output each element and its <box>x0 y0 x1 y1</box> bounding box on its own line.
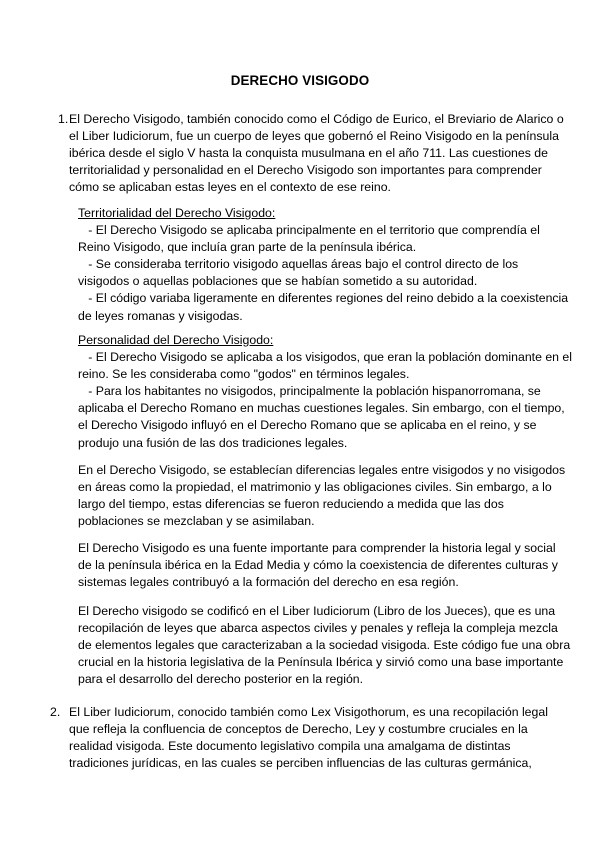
list-number: 2. <box>50 705 61 719</box>
text-line: de elementos legales que caracterizaban a la sociedad visigoda. Este código fue una obra <box>78 638 571 653</box>
text-line: El Derecho visigodo se codificó en el Liber Iudiciorum (Libro de los Jueces), que es una <box>78 604 556 618</box>
text-line: sistemas legales contribuyó a la formación del derecho en esa región. <box>78 575 459 590</box>
list-number: 1. <box>58 112 69 126</box>
text-line: cómo se aplicaban estas leyes en el contexto de ese reino. <box>69 180 391 195</box>
text-line: El Liber Iudiciorum, conocido también como Lex Visigothorum, es una recopilación legal <box>69 705 548 719</box>
text-line: recopilación de leyes que abarca aspectos civiles y penales y refleja la compleja mezcla <box>78 621 558 636</box>
section-heading: Personalidad del Derecho Visigodo: <box>78 333 274 347</box>
text-line: En el Derecho Visigodo, se establecían diferencias legales entre visigodos y no visigodos <box>78 463 566 477</box>
text-line: de la península ibérica en la Edad Media y cómo la coexistencia de diferentes culturas y <box>78 558 558 573</box>
text-line: - Para los habitantes no visigodos, principalmente la población hispanorromana, se <box>78 384 541 399</box>
text-line: produjo una fusión de las dos tradiciones legales. <box>78 435 348 450</box>
text-line: de leyes romanas y visigodas. <box>78 308 243 323</box>
text-line: realidad visigoda. Este documento legislativo compila una amalgama de distintas <box>69 739 511 754</box>
text-line: - El Derecho Visigodo se aplicaba a los visigodos, que eran la población dominante en el <box>78 350 573 365</box>
paragraph-diferencias <box>78 462 565 530</box>
text-line: crucial en la historia legislativa de la Península Ibérica y sirvió como una base importante <box>78 655 564 670</box>
text-line: aplicaba el Derecho Romano en muchas cuestiones legales. Sin embargo, con el tiempo, <box>78 401 565 416</box>
section-territorialidad <box>78 205 568 325</box>
text-line: visigodos o aquellas poblaciones que se habían sometido a su autoridad. <box>78 274 478 289</box>
text-line: ibérica desde el siglo V hasta la conquista musulmana en el año 711. Las cuestiones de <box>69 146 548 161</box>
document-title: DERECHO VISIGODO <box>230 73 370 88</box>
section-heading: Territorialidad del Derecho Visigodo: <box>78 206 276 220</box>
text-line: el Derecho Visigodo influyó en el Derecho Romano que se aplicaba en el reino, y se <box>78 418 537 433</box>
text-line: El Derecho Visigodo, también conocido como el Código de Eurico, el Breviario de Alarico o <box>69 112 564 126</box>
text-line: El Derecho Visigodo es una fuente importante para comprender la historia legal y social <box>78 541 556 555</box>
text-line: territorialidad y personalidad en el Derecho Visigodo son importantes para comprender <box>69 163 542 178</box>
paragraph-fuente <box>78 540 558 591</box>
text-line: el Liber Iudiciorum, fue un cuerpo de leyes que gobernó el Reino Visigodo en la península <box>69 129 559 144</box>
paragraph-liber <box>69 704 548 772</box>
text-line: tradiciones jurídicas, en las cuales se perciben influencias de las culturas germánica, <box>69 756 532 771</box>
text-line: para el desarrollo del derecho posterior en la región. <box>78 672 364 687</box>
text-line: Reino Visigodo, que incluía gran parte de la península ibérica. <box>78 240 417 255</box>
text-line: en áreas como la propiedad, el matrimonio y las obligaciones civiles. Sin embargo, a lo <box>78 480 552 495</box>
section-personalidad <box>78 332 572 452</box>
paragraph-intro <box>69 111 564 196</box>
text-line: - El Derecho Visigodo se aplicaba principalmente en el territorio que comprendía el <box>78 223 540 238</box>
text-line: - El código variaba ligeramente en diferentes regiones del reino debido a la coexistencia <box>78 291 569 306</box>
text-line: reino. Se les consideraba como "godos" en términos legales. <box>78 367 410 382</box>
text-line: que refleja la confluencia de conceptos de Derecho, Ley y costumbre cruciales en la <box>69 722 528 737</box>
text-line: largo del tiempo, estas diferencias se fueron reduciendo a medida que las dos <box>78 497 504 512</box>
paragraph-codificacion <box>78 603 570 688</box>
text-line: - Se consideraba territorio visigodo aquellas áreas bajo el control directo de los <box>78 257 519 272</box>
text-line: poblaciones se mezclaban y se asimilaban. <box>78 514 315 529</box>
